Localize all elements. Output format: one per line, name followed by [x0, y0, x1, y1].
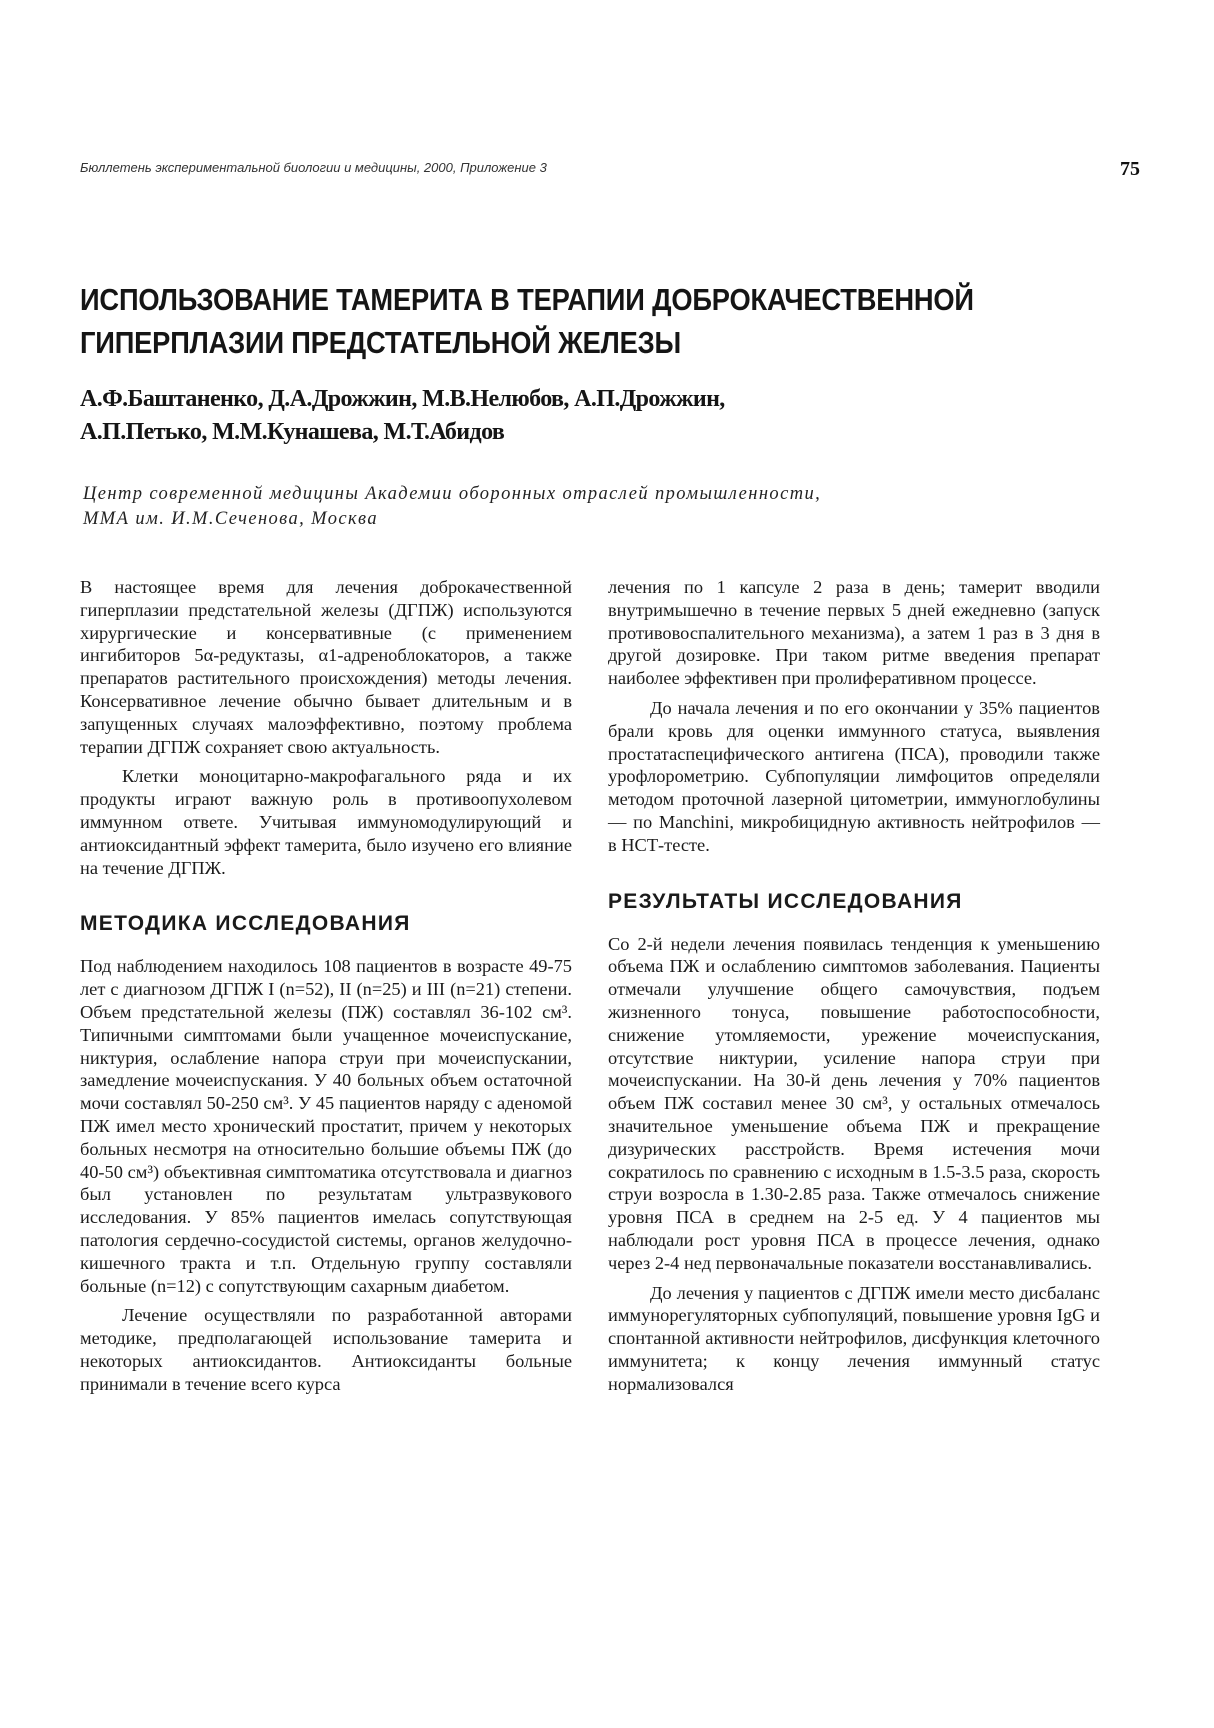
affiliation-line-2: ММА им. И.М.Сеченова, Москва — [83, 509, 378, 529]
methods-paragraph-2-continued: лечения по 1 капсуле 2 раза в день; тамерит вводили внутримышечно в течение первых 5 дней ежедневно (запуск противовоспалительного механизма), а затем 1 раз в 3 дня в другой дозировке. При таком ритме введения препарат наиболее эффективен при пролиферативном процессе. — [608, 577, 1100, 689]
authors-line-1: А.Ф.Баштаненко, Д.А.Дрожжин, М.В.Нелюбов, А.П.Дрожжин, — [80, 386, 725, 412]
affiliation-line-1: Центр современной медицины Академии оборонных отраслей промышленности, — [83, 484, 822, 504]
intro-paragraph-1: В настоящее время для лечения доброкачественной гиперплазии предстательной железы (ДГПЖ) используются хирургические и консервативные (с применением ингибиторов 5α-редуктазы, α1-адреноблокаторов, а также препаратов растительного происхождения) методы лечения. Консервативное лечение обычно бывает длительным и в запущенных случаях малоэффективно, поэтому проблема терапии ДГПЖ сохраняет свою актуальность. — [80, 577, 572, 757]
intro-paragraph-2: Клетки моноцитарно-макрофагального ряда и их продукты играют важную роль в противоопухолевом иммунном ответе. Учитывая иммуномодулирующий и антиоксидантный эффект тамерита, было изучено его влияние на течение ДГПЖ. — [80, 766, 572, 878]
results-heading: РЕЗУЛЬТАТЫ ИССЛЕДОВАНИЯ — [608, 889, 963, 913]
title-line-2: ГИПЕРПЛАЗИИ ПРЕДСТАТЕЛЬНОЙ ЖЕЛЕЗЫ — [80, 325, 682, 360]
methods-paragraph-1: Под наблюдением находилось 108 пациентов в возрасте 49-75 лет с диагнозом ДГПЖ I (n=52), II (n=25) и III (n=21) степени. Объем предстательной железы (ПЖ) составлял 36-102 см³. Типичными симптомами были учащенное мочеиспускание, никтурия, ослабление напора струи при мочеиспускании, замедление мочеиспускания. У 40 больных объем остаточной мочи составлял 50-250 см³. У 45 пациентов наряду с аденомой ПЖ имел место хронический простатит, причем у некоторых больных несмотря на относительно большие объемы ПЖ (до 40-50 см³) объективная симптоматика отсутствовала и диагноз был установлен по результатам ультразвукового исследования. У 85% пациентов имелась сопутствующая патология сердечно-сосудистой системы, органов желудочно-кишечного тракта и т.п. Отдельную группу составляли больные (n=12) с сопутствующим сахарным диабетом. — [80, 956, 572, 1296]
methods-paragraph-2: Лечение осуществляли по разработанной авторами методике, предполагающей использование тамерита и некоторых антиоксидантов. Антиоксиданты больные принимали в течение всего курса — [80, 1305, 572, 1394]
authors-line-2: А.П.Петько, М.М.Кунашева, М.Т.Абидов — [80, 419, 505, 445]
methods-heading: МЕТОДИКА ИССЛЕДОВАНИЯ — [80, 912, 411, 936]
methods-paragraph-3: До начала лечения и по его окончании у 35% пациентов брали кровь для оценки иммунного статуса, выявления простатаспецифического антигена (ПСА), проводили также урофлорометрию. Субпопуляции лимфоцитов определяли методом проточной лазерной цитометрии, иммуноглобулины — по Manchini, микробицидную активность нейтрофилов — в НСТ-тесте. — [608, 697, 1100, 855]
right-column — [608, 576, 1100, 1396]
results-paragraph-2: До лечения у пациентов с ДГПЖ имели место дисбаланс иммунорегуляторных субпопуляций, повышение уровня IgG и спонтанной активности нейтрофилов, дисфункция клеточного иммунитета; к концу лечения иммунный статус нормализовался — [608, 1282, 1100, 1394]
article-title — [80, 278, 1004, 364]
running-head: Бюллетень экспериментальной биологии и медицины, 2000, Приложение 3 — [80, 160, 547, 175]
affiliation — [83, 482, 1083, 532]
page-number: 75 — [1120, 158, 1140, 180]
results-paragraph-1: Со 2-й недели лечения появилась тенденция к уменьшению объема ПЖ и ослаблению симптомов заболевания. Пациенты отмечали улучшение общего самочувствия, подъем жизненного тонуса, повышение работоспособности, снижение утомляемости, урежение мочеиспускания, отсутствие никтурии, усиление напора струи при мочеиспускании. На 30-й день лечения у 70% пациентов объем ПЖ составил менее 30 см³, у остальных отмечалось значительное уменьшение объема ПЖ и прекращение дизурических расстройств. Время истечения мочи сократилось по сравнению с исходным в 1.5-3.5 раза, скорость струи возросла в 1.30-2.85 раза. Также отмечалось снижение уровня ПСА в среднем на 2-5 ед. У 4 пациентов мы наблюдали рост уровня ПСА в процессе лечения, однако через 2-4 нед первоначальные показатели восстанавливались. — [608, 933, 1100, 1273]
title-line-1: ИСПОЛЬЗОВАНИЕ ТАМЕРИТА В ТЕРАПИИ ДОБРОКАЧЕСТВЕННОЙ — [80, 282, 974, 317]
author-list — [80, 383, 980, 449]
left-column — [80, 576, 572, 1396]
